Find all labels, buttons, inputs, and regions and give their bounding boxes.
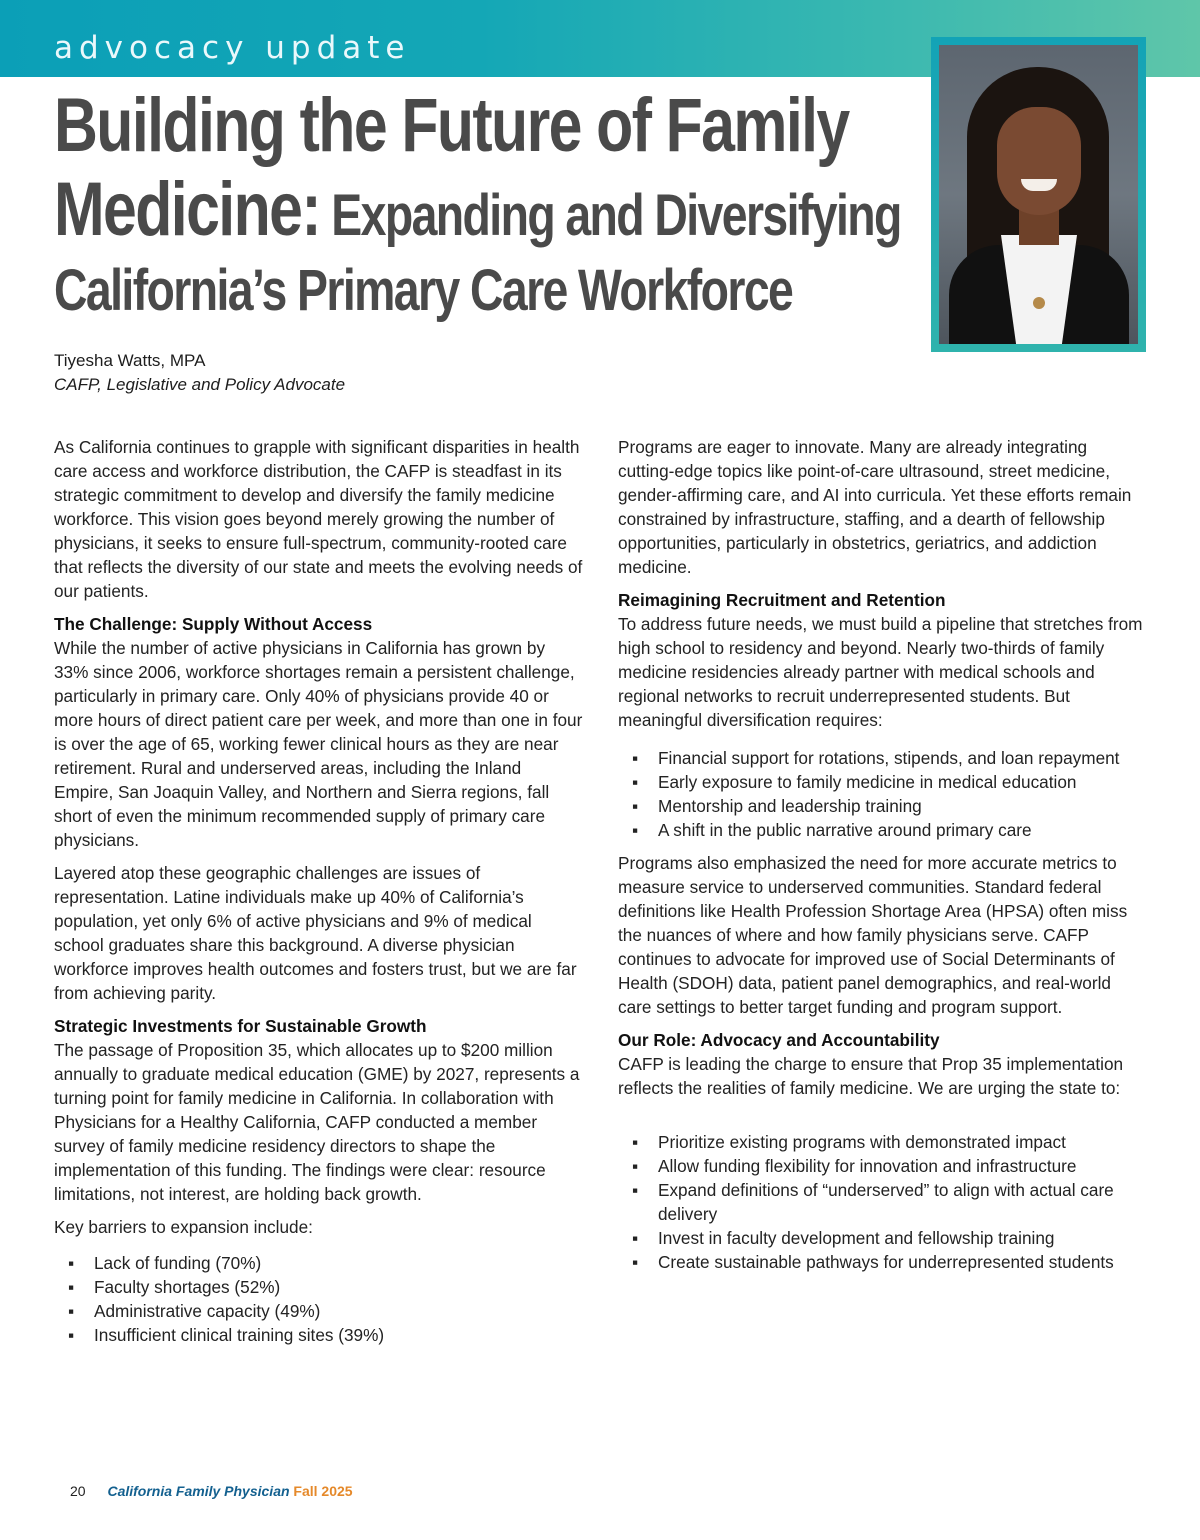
list-item: ▪ Create sustainable pathways for underrepresented students: [632, 1252, 1114, 1272]
page-footer: [70, 1482, 353, 1500]
role-heading: Our Role: Advocacy and Accountability: [618, 1030, 940, 1050]
bullet-icon: ▪: [632, 748, 639, 768]
list-item: ▪ A shift in the public narrative around primary care: [632, 820, 1032, 840]
bullet-icon: ▪: [68, 1325, 75, 1345]
issue-label: Fall 2025: [293, 1483, 353, 1499]
bullet-icon: ▪: [632, 1180, 639, 1200]
publication-name: California Family Physician: [107, 1483, 290, 1499]
article-title: [54, 83, 901, 323]
challenge-paragraph-2: Layered atop these geographic challenges are issues of representation. Latine individuals make up 40% of California’s population, yet only 6% of active physicians and 9% of medical school graduates share this background. A diverse physician workforce improves health outcomes and fosters trust, but we are far from achieving parity.: [54, 863, 577, 1003]
page-number: 20: [70, 1483, 86, 1499]
challenge-heading: The Challenge: Supply Without Access: [54, 614, 373, 634]
innovate-paragraph: Programs are eager to innovate. Many are already integrating cutting-edge topics like point-of-care ultrasound, street medicine, gender-affirming care, and AI into curricula. Yet these efforts remain constrained by infrastructure, staffing, and a dearth of fellowship opportunities, particularly in obstetrics, geriatrics, and addiction medicine.: [618, 437, 1132, 577]
bullet-icon: ▪: [632, 1156, 639, 1176]
section-tag: advocacy update: [54, 30, 411, 66]
list-item: ▪ Faculty shortages (52%): [68, 1277, 281, 1297]
list-item: ▪ Prioritize existing programs with demonstrated impact: [632, 1132, 1066, 1152]
role-paragraph: CAFP is leading the charge to ensure that Prop 35 implementation reflects the realities of family medicine. We are urging the state to:: [618, 1054, 1124, 1098]
intro-paragraph: As California continues to grapple with significant disparities in health care access and workforce distribution, the CAFP is steadfast in its strategic commitment to develop and diversify the family medicine workforce. This vision goes beyond merely growing the number of physicians, it seeks to ensure full-spectrum, community-rooted care that reflects the diversity of our state and meets the evolving needs of our patients.: [54, 437, 583, 601]
investments-paragraph: The passage of Proposition 35, which allocates up to $200 million annually to graduate medical education (GME) by 2027, represents a turning point for family medicine in California. In collaboration with Physicians for a Healthy California, CAFP conducted a member survey of family medicine residency directors to shape the implementation of this funding. The findings were clear: resource limitations, not interest, are holding back growth.: [54, 1040, 580, 1204]
list-item: ▪ Insufficient clinical training sites (39%): [68, 1325, 385, 1345]
bullet-icon: ▪: [632, 1252, 639, 1272]
recruitment-list: [618, 746, 1148, 842]
role-list: [618, 1130, 1148, 1274]
photo-face-shape: [997, 107, 1081, 215]
challenge-paragraph-1: While the number of active physicians in California has grown by 33% since 2006, workforce shortages remain a persistent challenge, particularly in primary care. Only 40% of physicians provide 40 or more hours of direct patient care per week, and more than one in four is over the age of 65, working fewer clinical hours as they are near retirement. Rural and underserved areas, including the Inland Empire, San Joaquin Valley, and Northern and Sierra regions, fall short of even the minimum recommended supply of primary care physicians.: [54, 638, 583, 850]
barriers-list: [54, 1251, 584, 1347]
investments-heading: Strategic Investments for Sustainable Growth: [54, 1016, 427, 1036]
title-line-1: Building the Future of Family: [54, 83, 849, 168]
author-photo: [939, 45, 1138, 344]
bullet-icon: ▪: [632, 1132, 639, 1152]
photo-pendant-shape: [1033, 297, 1045, 309]
barriers-intro: Key barriers to expansion include:: [54, 1217, 313, 1237]
bullet-icon: ▪: [632, 796, 639, 816]
list-item: ▪ Financial support for rotations, stipends, and loan repayment: [632, 748, 1120, 768]
list-item: ▪ Expand definitions of “underserved” to align with actual care delivery: [632, 1180, 1114, 1224]
recruitment-paragraph: To address future needs, we must build a pipeline that stretches from high school to residency and beyond. Nearly two-thirds of family medicine residencies already partner with medical schools and regional networks to recruit underrepresented students. But meaningful diversification requires:: [618, 614, 1143, 730]
title-medicine: Medicine:: [54, 167, 320, 252]
byline: [54, 349, 345, 397]
bullet-icon: ▪: [632, 772, 639, 792]
title-subtitle-part-1: Expanding and Diversifying: [320, 183, 901, 248]
list-item: ▪ Invest in faculty development and fellowship training: [632, 1228, 1055, 1248]
bullet-icon: ▪: [68, 1277, 75, 1297]
author-name: Tiyesha Watts, MPA: [54, 351, 206, 370]
list-item: ▪ Mentorship and leadership training: [632, 796, 922, 816]
bullet-icon: ▪: [68, 1301, 75, 1321]
list-item: ▪ Allow funding flexibility for innovation and infrastructure: [632, 1156, 1077, 1176]
title-subtitle-part-2: California’s Primary Care Workforce: [54, 258, 793, 323]
list-item: ▪ Lack of funding (70%): [68, 1253, 262, 1273]
bullet-icon: ▪: [632, 1228, 639, 1248]
title-line-2: [54, 167, 901, 256]
bullet-icon: ▪: [632, 820, 639, 840]
author-role: CAFP, Legislative and Policy Advocate: [54, 375, 346, 394]
recruitment-heading: Reimagining Recruitment and Retention: [618, 590, 946, 610]
author-photo-frame: [931, 37, 1146, 352]
list-item: ▪ Early exposure to family medicine in medical education: [632, 772, 1077, 792]
metrics-paragraph: Programs also emphasized the need for more accurate metrics to measure service to underserved communities. Standard federal definitions like Health Profession Shortage Area (HPSA) often miss the nuances of where and how family physicians serve. CAFP continues to advocate for improved use of Social Determinants of Health (SDOH) data, patient panel demographics, and real-world care settings to better target funding and program support.: [618, 853, 1128, 1017]
left-column: [54, 435, 584, 1356]
right-column: [618, 435, 1148, 1283]
list-item: ▪ Administrative capacity (49%): [68, 1301, 321, 1321]
bullet-icon: ▪: [68, 1253, 75, 1273]
